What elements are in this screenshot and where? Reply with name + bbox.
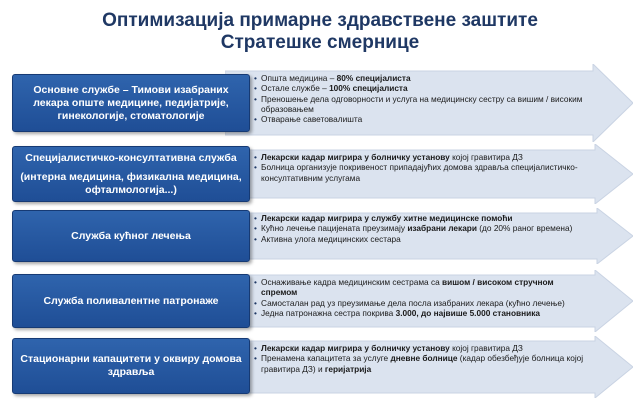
row-bullets bbox=[254, 343, 584, 374]
bullet-text: 80% специјалиста bbox=[336, 73, 411, 83]
bullet-item bbox=[254, 213, 584, 223]
bullet-text: 100% специјалиста bbox=[329, 83, 408, 94]
bullet-item bbox=[254, 73, 584, 83]
row-label-box bbox=[12, 146, 250, 202]
row-specialist-services bbox=[0, 144, 640, 204]
row-label-box bbox=[12, 74, 250, 132]
bullet-text: Једна патронажна сестра покрива bbox=[261, 307, 396, 318]
row-home-treatment bbox=[0, 208, 640, 264]
bullet-item bbox=[254, 223, 584, 233]
bullet-item bbox=[254, 162, 584, 183]
bullet-item bbox=[254, 94, 584, 115]
row-label: Стационарни капацитети у оквиру домова здравља bbox=[20, 353, 242, 378]
bullet-text: којој гравитира ДЗ bbox=[449, 343, 523, 353]
bullet-text: Оснаживање кадра медицинским сестрама са bbox=[261, 277, 443, 287]
row-label: Специјалистичко-консултативна служба bbox=[25, 151, 237, 164]
bullet-text: којој гравитира ДЗ bbox=[449, 152, 523, 162]
bullet-text: Лекарски кадар мигрира у болничку установу bbox=[261, 152, 450, 162]
title-line-2: Стратешке смернице bbox=[220, 32, 420, 53]
bullet-item bbox=[254, 277, 584, 298]
row-basic-services bbox=[0, 64, 640, 142]
bullet-text: Лекарски кадар мигрира у болничку установу bbox=[261, 343, 450, 353]
bullet-item bbox=[254, 152, 584, 162]
bullet-text: геријатрија bbox=[324, 363, 372, 374]
bullet-text: Пренамена капацитета за услуге bbox=[261, 353, 391, 364]
row-inpatient-capacities bbox=[0, 336, 640, 398]
row-bullets bbox=[254, 152, 584, 183]
row-label: Служба поливалентне патронаже bbox=[43, 294, 219, 307]
bullet-item bbox=[254, 83, 584, 93]
bullet-text: дневне болнице bbox=[390, 353, 458, 364]
bullet-item bbox=[254, 298, 584, 308]
row-polyvalent-patronage bbox=[0, 270, 640, 332]
bullet-text: изабрани лекари bbox=[407, 223, 477, 234]
row-bullets bbox=[254, 277, 584, 318]
bullet-text: Остале службе – bbox=[261, 83, 330, 94]
bullet-item bbox=[254, 234, 584, 244]
bullet-text: Кућно лечење пацијената преузимају bbox=[261, 223, 408, 234]
bullet-text: Лекарски кадар мигрира у службу хитне медицинске помоћи bbox=[261, 213, 513, 223]
row-label: Основне службе – Тимови изабраних лекара опште медицине, педијатрије, гинекологије, стоматологије bbox=[33, 83, 229, 122]
row-sublabel: (интерна медицина, физикална медицина, офталмологија...) bbox=[20, 170, 242, 196]
bullet-text: Болница организује покривеност припадајућих домова здравља специјалистичко-консултативним услугама bbox=[261, 162, 578, 183]
bullet-text: Преношење дела одговорности и услуга на медицинску сестру са вишим / високим образовањем bbox=[261, 93, 583, 114]
bullet-item bbox=[254, 114, 584, 124]
row-bullets bbox=[254, 73, 584, 124]
row-bullets bbox=[254, 213, 584, 244]
row-label-box bbox=[12, 210, 250, 262]
row-label-box bbox=[12, 338, 250, 394]
bullet-text: 3.000, до највише 5.000 становника bbox=[395, 307, 540, 318]
title-line-1: Оптимизација примарне здравствене заштите bbox=[102, 10, 538, 31]
slide-title bbox=[0, 10, 640, 54]
row-label-box bbox=[12, 274, 250, 328]
row-label: Служба кућног лечења bbox=[71, 229, 191, 242]
bullet-item bbox=[254, 353, 584, 374]
bullet-text: Отварање саветовалишта bbox=[261, 114, 363, 125]
bullet-item bbox=[254, 308, 584, 318]
bullet-text: (до 20% раног времена) bbox=[476, 223, 573, 234]
bullet-text: Општа медицина – bbox=[261, 73, 337, 83]
bullet-text: вишом / високом стручном спремом bbox=[261, 277, 554, 298]
bullet-text: (кадар обезбеђује болница којој гравитира ДЗ) и bbox=[261, 353, 584, 374]
bullet-item bbox=[254, 343, 584, 353]
bullet-text: Самосталан рад уз преузимање дела посла изабраних лекара (кућно лечење) bbox=[261, 297, 565, 308]
bullet-text: Активна улога медицинских сестара bbox=[261, 233, 401, 244]
